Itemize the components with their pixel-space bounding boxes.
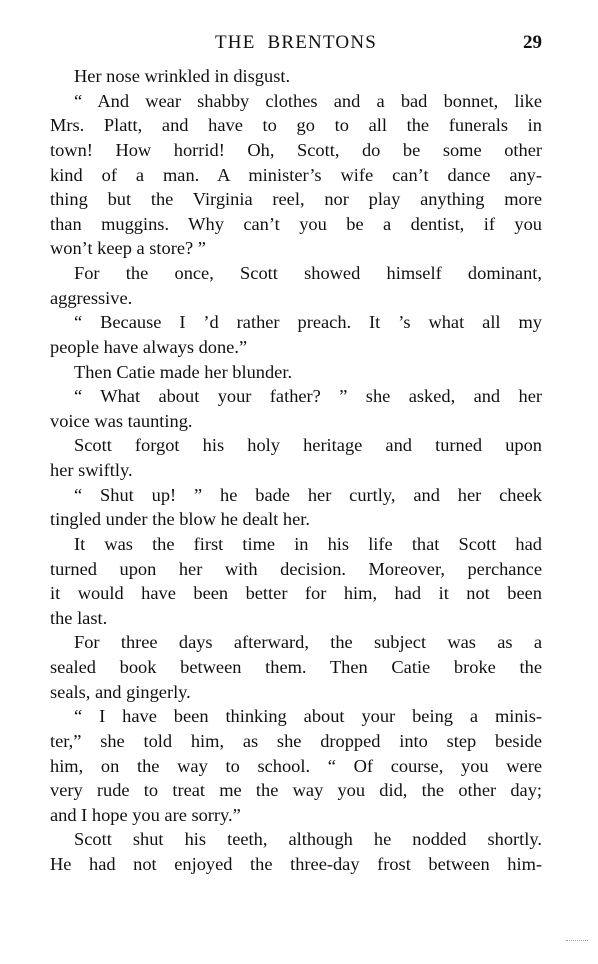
text-line: won’t keep a store? ” [50,238,206,259]
page-number: 29 [523,32,542,53]
text-line: For the once, Scott showed himself dominant, [74,263,542,283]
text-line: “ What about your father? ” she asked, and her [74,386,542,407]
text-line: Mrs. Platt, and have to go to all the funerals in [50,115,542,136]
text-line: sealed book between them. Then Catie broke the [50,657,542,677]
running-head [50,32,542,56]
text-line: Then Catie made her blunder. [74,361,293,382]
text-line: her swiftly. [50,460,133,480]
text-line: kind of a man. A minister’s wife can’t dance any- [50,164,542,185]
text-line: ter,” she told him, as she dropped into step beside [50,730,542,751]
text-line: people have always done.” [50,336,248,357]
text-line: seals, and gingerly. [50,681,191,702]
text-line: Scott shut his teeth, although he nodded shortly. [74,829,542,850]
text-line: It was the first time in his life that Scott had [74,533,542,554]
print-mark [566,938,588,941]
text-line: He had not enjoyed the three-day frost between him- [50,854,542,874]
text-line: voice was taunting. [50,410,193,431]
text-line: “ Because I ’d rather preach. It ’s what all my [74,312,542,333]
running-title: THE BRENTONS [214,32,378,53]
text-line: Scott forgot his holy heritage and turned upon [74,435,542,456]
text-line: him, on the way to school. “ Of course, you were [50,755,542,776]
text-line: town! How horrid! Oh, Scott, do be some other [50,139,542,160]
text-line: turned upon her with decision. Moreover, perchance [50,558,542,579]
text-line: For three days afterward, the subject was as a [74,632,542,653]
text-line: it would have been better for him, had it not been [50,583,542,604]
text-line: “ Shut up! ” he bade her curtly, and her cheek [74,484,542,505]
text-line: Her nose wrinkled in disgust. [74,66,291,86]
text-line: thing but the Virginia reel, nor play anything more [50,189,542,210]
text-line: “ I have been thinking about your being a minis- [74,706,542,727]
text-line: very rude to treat me the way you did, the other day; [50,780,542,801]
body-text [50,64,542,877]
text-line: and I hope you are sorry.” [50,804,241,825]
text-line: tingled under the blow he dealt her. [50,509,310,530]
text-line: “ And wear shabby clothes and a bad bonnet, like [74,90,542,111]
text-line: aggressive. [50,287,133,308]
text-line: the last. [50,607,108,628]
text-line: than muggins. Why can’t you be a dentist, if you [50,213,542,234]
